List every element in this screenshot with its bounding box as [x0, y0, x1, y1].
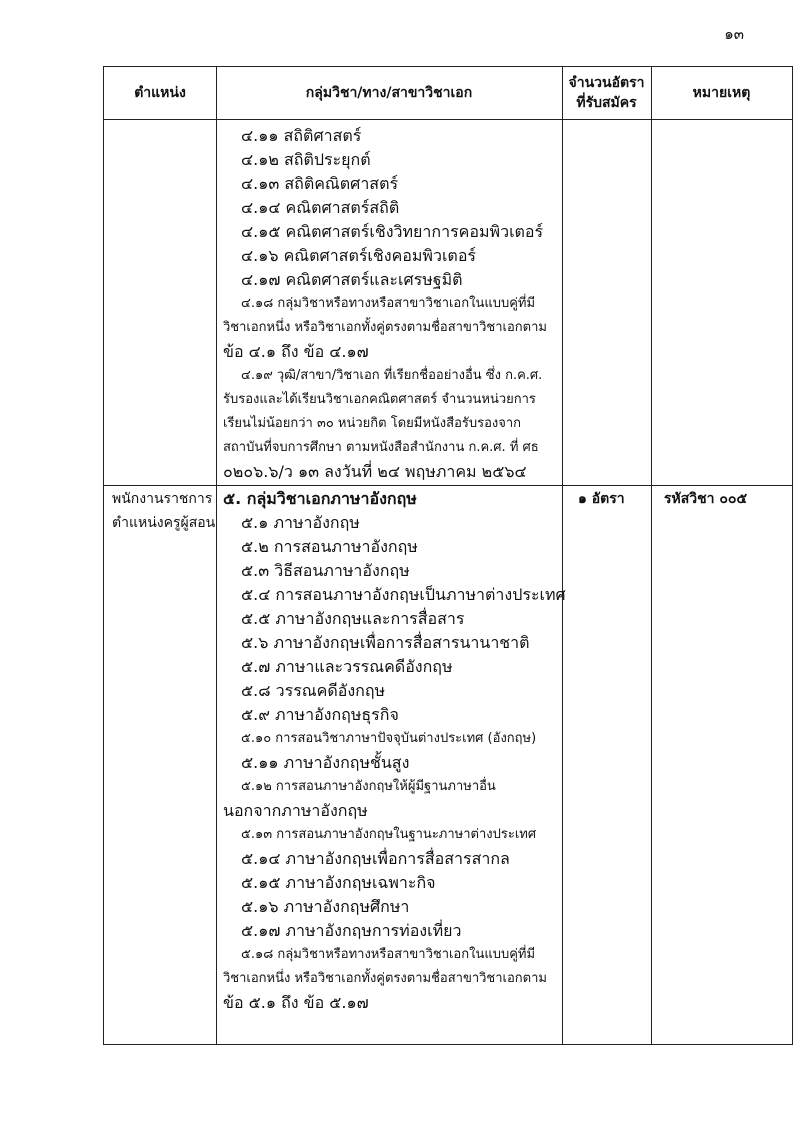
header-remark: หมายเหตุ — [692, 85, 751, 101]
list-item-continuation: รับรองและได้เรียนวิชาเอกคณิตศาสตร์ จำนวนหน่วยการ — [223, 392, 536, 407]
list-item: ๕.๑๑ ภาษาอังกฤษชั้นสูง — [241, 753, 410, 772]
list-item: ๕.๘ วรรณคดีอังกฤษ — [241, 681, 386, 700]
row-divider — [104, 485, 792, 486]
list-item: ๕.๑๔ ภาษาอังกฤษเพื่อการสื่อสารสากล — [241, 849, 510, 868]
header-subject: กลุ่มวิชา/ทาง/สาขาวิชาเอก — [305, 85, 473, 101]
quota-cell: ๑ อัตรา — [578, 491, 625, 507]
qualification-table — [103, 66, 793, 1045]
remark-cell: รหัสวิชา ๐๐๕ — [664, 491, 748, 507]
list-item: ๔.๑๙ วุฒิ/สาขา/วิชาเอก ที่เรียกชื่ออย่างอื่น ซึ่ง ก.ค.ศ. — [241, 368, 543, 383]
list-item: ๕.๑๘ กลุ่มวิชาหรือทางหรือสาขาวิชาเอกในแบบคู่ที่มี — [241, 947, 536, 962]
list-item: ๔.๑๖ คณิตศาสตร์เชิงคอมพิวเตอร์ — [241, 246, 477, 265]
list-item: ๕.๑๗ ภาษาอังกฤษการท่องเที่ยว — [241, 921, 462, 940]
list-item: ๕.๒ การสอนภาษาอังกฤษ — [241, 537, 418, 556]
list-item: ๕.๖ ภาษาอังกฤษเพื่อการสื่อสารนานาชาติ — [241, 633, 530, 652]
list-item-continuation: ๐๒๐๖.๖/ว ๑๓ ลงวันที่ ๒๔ พฤษภาคม ๒๕๖๔ — [223, 462, 527, 481]
list-item: ๔.๑๕ คณิตศาสตร์เชิงวิทยาการคอมพิวเตอร์ — [241, 222, 544, 241]
list-item-continuation: เรียนไม่น้อยกว่า ๓๐ หน่วยกิต โดยมีหนังสือรับรองจาก — [223, 416, 522, 431]
list-item: ๔.๑๗ คณิตศาสตร์และเศรษฐมิติ — [241, 270, 463, 289]
list-item: ๔.๑๓ สถิติคณิตศาสตร์ — [241, 174, 399, 193]
list-item: ๕.๑๖ ภาษาอังกฤษศึกษา — [241, 897, 410, 916]
page-number: ๑๓ — [724, 25, 744, 43]
list-item: ๕.๑๒ การสอนภาษาอังกฤษให้ผู้มีฐานภาษาอื่น — [241, 779, 496, 794]
list-item: ๕.๔ การสอนภาษาอังกฤษเป็นภาษาต่างประเทศ — [241, 585, 566, 604]
list-item: ๕.๓ วิธีสอนภาษาอังกฤษ — [241, 561, 410, 580]
list-item: ๕.๑ ภาษาอังกฤษ — [241, 513, 360, 532]
section-title: ๕. กลุ่มวิชาเอกภาษาอังกฤษ — [223, 489, 417, 508]
list-item-continuation: ข้อ ๔.๑ ถึง ข้อ ๔.๑๗ — [223, 342, 369, 361]
list-item-continuation: สถาบันที่จบการศึกษา ตามหนังสือสำนักงาน ก.ค.ศ. ที่ ศธ — [223, 440, 539, 455]
header-divider — [104, 119, 792, 120]
list-item: ๕.๑๓ การสอนภาษาอังกฤษในฐานะภาษาต่างประเทศ — [241, 827, 537, 842]
list-item-continuation: วิชาเอกหนึ่ง หรือวิชาเอกทั้งคู่ตรงตามชื่อสาขาวิชาเอกตาม — [223, 320, 547, 335]
header-quota-line1: จำนวนอัตรา — [568, 75, 645, 91]
position-line1: พนักงานราชการ — [112, 491, 213, 507]
list-item: ๕.๙ ภาษาอังกฤษธุรกิจ — [241, 705, 399, 724]
column-divider — [562, 67, 563, 1044]
header-quota-line2: ที่รับสมัคร — [576, 95, 637, 111]
list-item: ๕.๗ ภาษาและวรรณคดีอังกฤษ — [241, 657, 453, 676]
list-item-continuation: วิชาเอกหนึ่ง หรือวิชาเอกทั้งคู่ตรงตามชื่อสาขาวิชาเอกตาม — [223, 971, 547, 986]
list-item: ๕.๕ ภาษาอังกฤษและการสื่อสาร — [241, 609, 465, 628]
list-item: ๕.๑๕ ภาษาอังกฤษเฉพาะกิจ — [241, 873, 436, 892]
list-item-continuation: ข้อ ๕.๑ ถึง ข้อ ๕.๑๗ — [223, 993, 369, 1012]
list-item: ๔.๑๘ กลุ่มวิชาหรือทางหรือสาขาวิชาเอกในแบบคู่ที่มี — [241, 296, 536, 311]
list-item-continuation: นอกจากภาษาอังกฤษ — [223, 801, 368, 820]
position-line2: ตำแหน่งครูผู้สอน — [112, 515, 216, 531]
list-item: ๔.๑๒ สถิติประยุกต์ — [241, 150, 371, 169]
list-item: ๕.๑๐ การสอนวิชาภาษาปัจจุบันต่างประเทศ (อังกฤษ) — [241, 731, 537, 746]
position-cell — [112, 487, 215, 535]
column-divider — [216, 67, 217, 1044]
column-divider — [651, 67, 652, 1044]
header-quota — [562, 67, 651, 119]
list-item: ๔.๑๔ คณิตศาสตร์สถิติ — [241, 198, 400, 217]
header-position: ตำแหน่ง — [134, 85, 186, 101]
list-item: ๔.๑๑ สถิติศาสตร์ — [241, 126, 362, 145]
